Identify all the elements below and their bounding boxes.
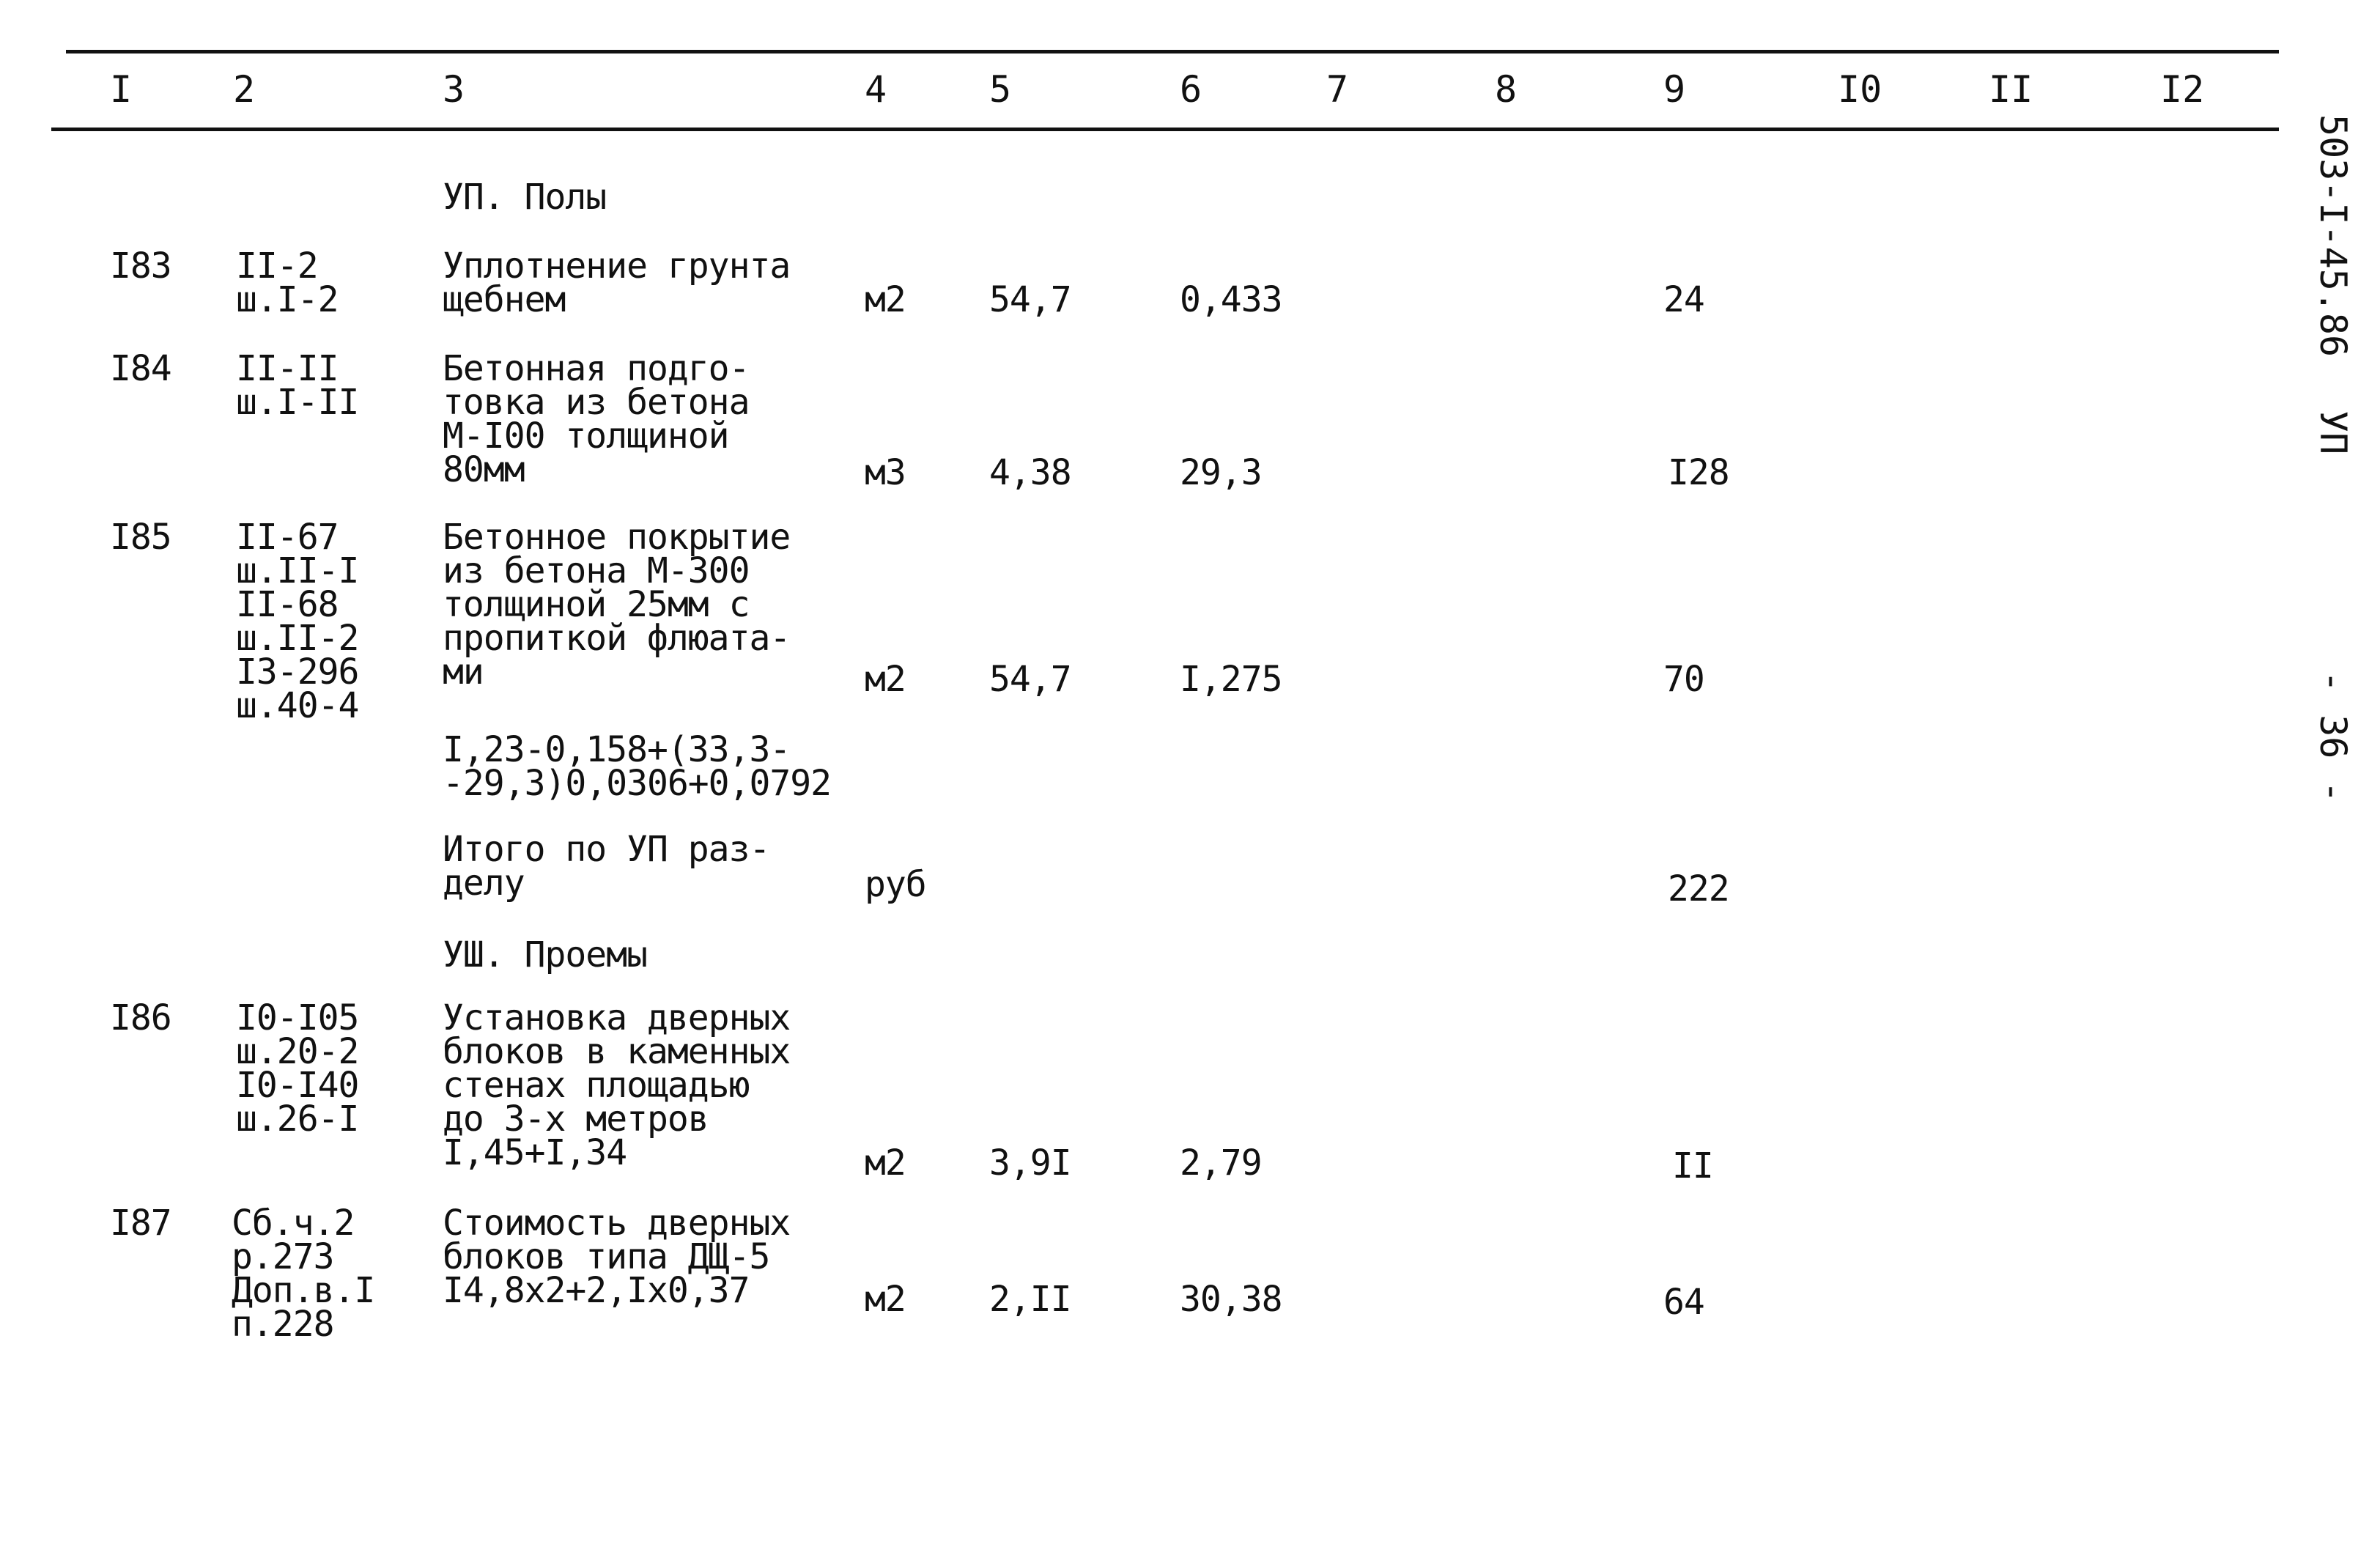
row-unit-price: 29,3 <box>1180 452 1262 493</box>
row-reference: II-2 ш.I-2 <box>236 245 339 320</box>
row-quantity: 2,II <box>989 1279 1071 1320</box>
row-total: 24 <box>1663 279 1704 320</box>
row-description: Бетонная подго- товка из бетона М-I00 толщиной 80мм <box>443 348 750 490</box>
header-rule <box>51 128 2279 131</box>
row-number: I84 <box>110 348 171 389</box>
row-unit: м2 <box>865 1142 906 1184</box>
row-description: Стоимость дверных блоков типа ДЩ-5 I4,8х2+2,Iх0,37 <box>443 1203 791 1311</box>
row-number: I83 <box>110 245 171 287</box>
section-code: УП <box>2312 410 2354 455</box>
row-formula: I,23-0,158+(33,3- -29,3)0,0306+0,0792 <box>443 729 832 804</box>
row-unit-price: I,275 <box>1180 659 1282 700</box>
subtotal-unit: руб <box>865 864 926 905</box>
row-total: 64 <box>1663 1282 1704 1323</box>
col-header-1: I <box>110 68 133 111</box>
row-number: I85 <box>110 517 171 558</box>
row-unit: м3 <box>865 452 906 493</box>
col-header-11: II <box>1989 68 2033 111</box>
row-reference: I0-I05 ш.20-2 I0-I40 ш.26-I <box>236 997 359 1140</box>
row-unit: м2 <box>865 1279 906 1320</box>
col-header-2: 2 <box>233 68 256 111</box>
document-code: 503-I-45.86 <box>2312 114 2354 358</box>
row-unit-price: 2,79 <box>1180 1142 1262 1184</box>
row-reference: II-67 ш.II-I II-68 ш.II-2 I3-296 ш.40-4 <box>236 517 359 726</box>
subtotal-label: Итого по УП раз- делу <box>443 829 770 904</box>
section-title: УП. Полы <box>443 177 607 218</box>
col-header-5: 5 <box>989 68 1012 111</box>
page-number: - 36 - <box>2312 671 2354 803</box>
row-quantity: 4,38 <box>989 452 1071 493</box>
row-description: Уплотнение грунта щебнем <box>443 245 791 320</box>
col-header-6: 6 <box>1180 68 1202 111</box>
row-quantity: 3,9I <box>989 1142 1071 1184</box>
row-description: Бетонное покрытие из бетона М-300 толщиной 25мм с пропиткой флюата- ми <box>443 517 791 693</box>
col-header-4: 4 <box>865 68 887 111</box>
row-reference: II-II ш.I-II <box>236 348 359 423</box>
row-unit: м2 <box>865 279 906 320</box>
row-total: 70 <box>1663 659 1704 700</box>
col-header-8: 8 <box>1495 68 1518 111</box>
col-header-10: I0 <box>1838 68 1882 111</box>
row-unit-price: 0,433 <box>1180 279 1282 320</box>
row-unit: м2 <box>865 659 906 700</box>
col-header-12: I2 <box>2160 68 2205 111</box>
row-reference: Сб.ч.2 р.273 Доп.в.I п.228 <box>232 1203 375 1345</box>
row-description: Установка дверных блоков в каменных стенах площадью до 3-х метров I,45+I,34 <box>443 997 791 1173</box>
row-total: I28 <box>1668 452 1729 493</box>
row-quantity: 54,7 <box>989 659 1071 700</box>
row-number: I86 <box>110 997 171 1038</box>
row-total: II <box>1672 1145 1713 1186</box>
row-number: I87 <box>110 1203 171 1244</box>
section-title: УШ. Проемы <box>443 934 647 975</box>
col-header-7: 7 <box>1326 68 1349 111</box>
row-quantity: 54,7 <box>989 279 1071 320</box>
col-header-9: 9 <box>1663 68 1686 111</box>
col-header-3: 3 <box>443 68 465 111</box>
row-unit-price: 30,38 <box>1180 1279 1282 1320</box>
top-rule <box>66 50 2279 53</box>
subtotal-total: 222 <box>1668 868 1729 909</box>
